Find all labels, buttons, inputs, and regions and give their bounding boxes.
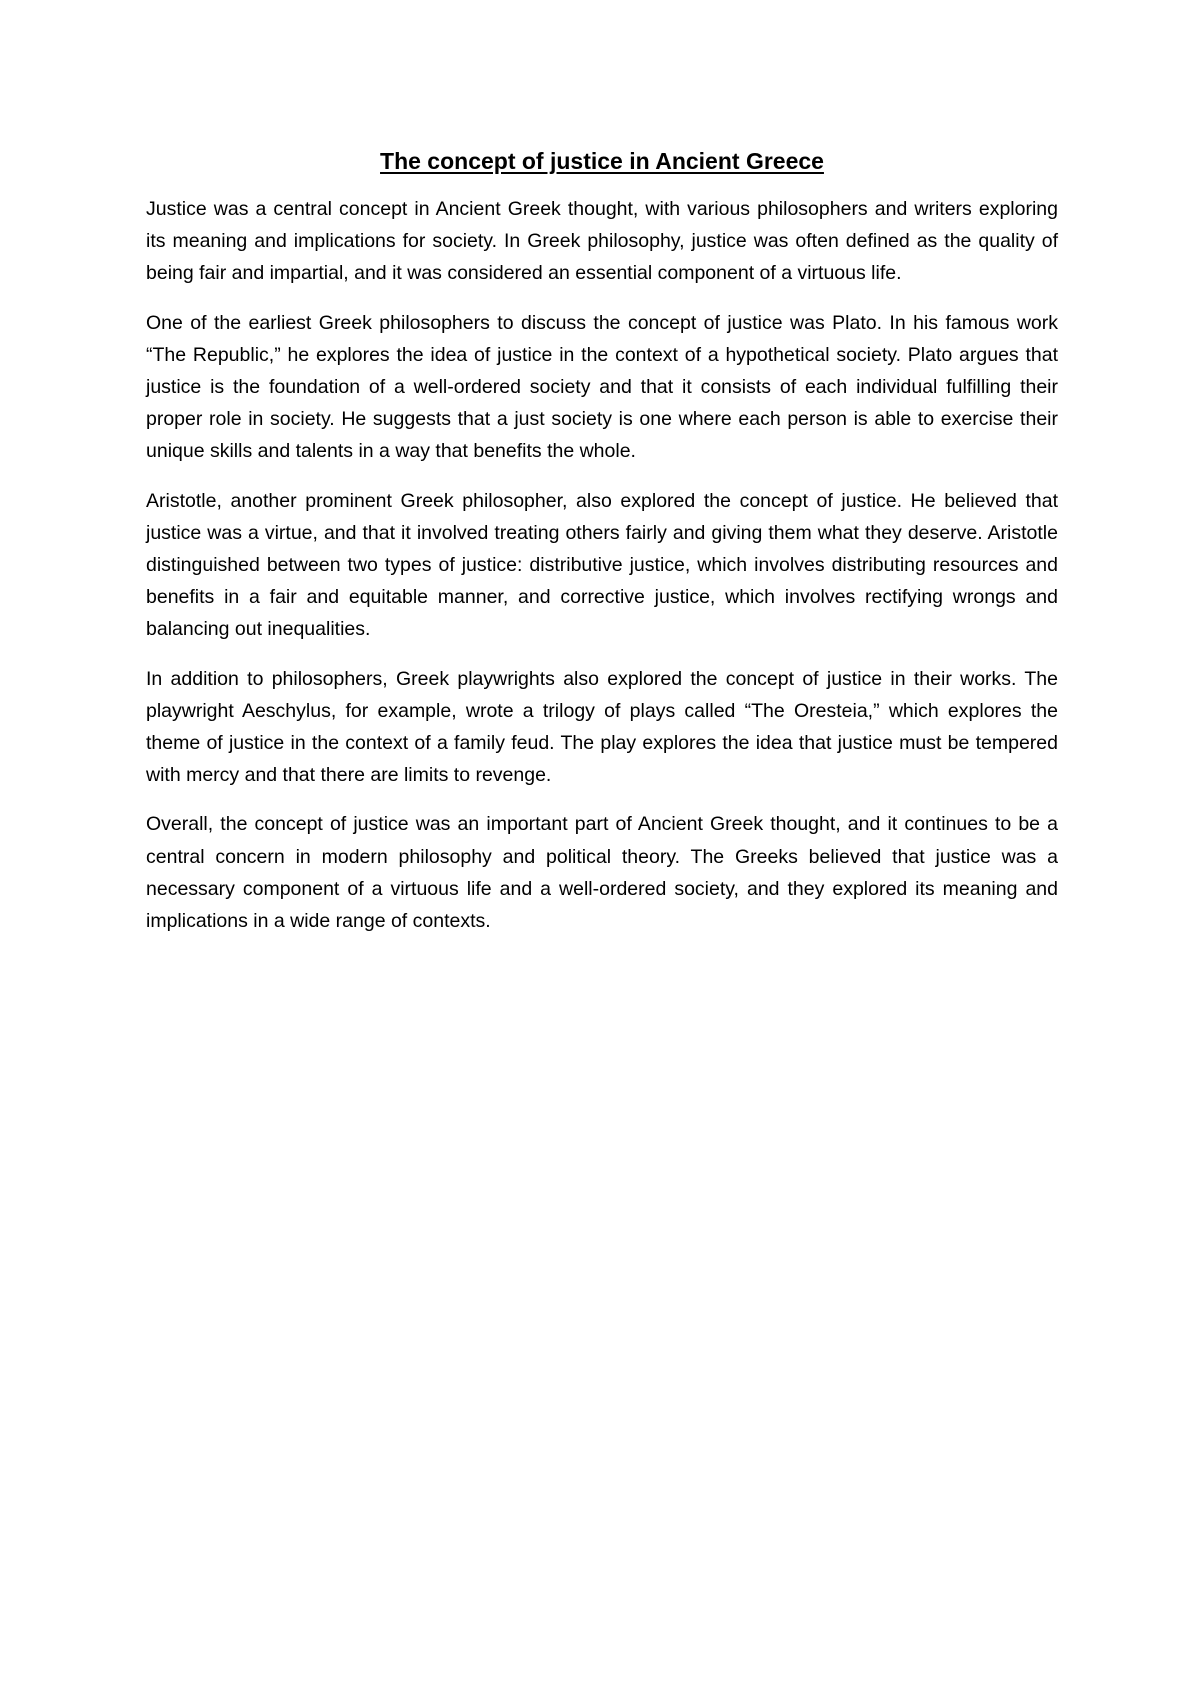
paragraph-conclusion: Overall, the concept of justice was an important part of Ancient Greek thought, and it continues to be a central concern in modern philosophy and political theory. The Greeks believed that justice was a necessary component of a virtuous life and a well-ordered society, and they explored its meaning and implications in a wide range of contexts. bbox=[146, 813, 1058, 933]
paragraph-intro: Justice was a central concept in Ancient Greek thought, with various philosophers and writers exploring its meaning and implications for society. In Greek philosophy, justice was often defined as the quality of being fair and impartial, and it was considered an essential component of a virtuous life. bbox=[146, 198, 1058, 285]
paragraph-playwrights: In addition to philosophers, Greek playwrights also explored the concept of justice in their works. The playwright Aeschylus, for example, wrote a trilogy of plays called “The Oresteia,” which explores the theme of justice in the context of a family feud. The play explores the idea that justice must be tempered with mercy and that there are limits to revenge. bbox=[146, 667, 1058, 787]
paragraph-aristotle: Aristotle, another prominent Greek philosopher, also explored the concept of justice. He believed that justice was a virtue, and that it involved treating others fairly and giving them what they deserve. Aristotle distinguished between two types of justice: distributive justice, which involves distributing resources and benefits in a fair and equitable manner, and corrective justice, which involves rectifying wrongs and balancing out inequalities. bbox=[146, 489, 1058, 641]
paragraph-plato: One of the earliest Greek philosophers to discuss the concept of justice was Plato. In his famous work “The Republic,” he explores the idea of justice in the context of a hypothetical society. Plato argues that justice is the foundation of a well-ordered society and that it consists of each individual fulfilling their proper role in society. He suggests that a just society is one where each person is able to exercise their unique skills and talents in a way that benefits the whole. bbox=[146, 311, 1058, 463]
document-body bbox=[146, 146, 1058, 954]
document-title: The concept of justice in Ancient Greece bbox=[380, 148, 824, 174]
